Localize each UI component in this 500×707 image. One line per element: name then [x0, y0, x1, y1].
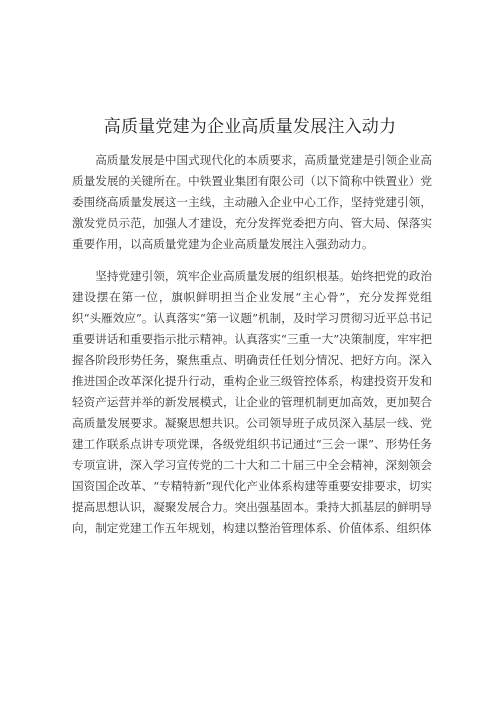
document-body	[72, 150, 432, 550]
paragraph-intro: 高质量发展是中国式现代化的本质要求，高质量党建是引领企业高质量发展的关键所在。中铁置业集团有限公司（以下简称中铁置业）党委围绕高质量发展这一主线，主动融入企业中心工作，坚持党建引领，激发党员示范，加强人才建设，充分发挥党委把方向、管大局、保落实重要作用，以高质量党建为企业高质量发展注入强劲动力。	[72, 153, 432, 251]
paragraph-party-leadership: 坚持党建引领，筑牢企业高质量发展的组织根基。始终把党的政治建设摆在第一位，旗帜鲜明担当企业发展“主心骨”，充分发挥党组织“头雁效应”。认真落实“第一议题”机制，及时学习贯彻习近平总书记重要讲话和重要指示批示精神。认真落实“三重一大”决策制度，牢牢把握各阶段形势任务，聚焦重点、明确责任任划分情况、把好方向。深入推进国企改革深化提升行动，重构企业三级管控体系，构建投资开发和轻资产运营并举的新发展模式，让企业的管理机制更加高效，更加契合高质量发展要求。凝聚思想共识。公司领导班子成员深入基层一线、党建工作联系点讲专项党课，各级党组织书记通过“三会一课”、形势任务专项宣讲，深入学习宣传党的二十大和二十届三中全会精神，深刻领会国资国企改革、“专精特新”现代化产业体系构建等重要安排要求，切实提高思想认识，凝聚发展合力。突出强基固本。秉持大抓基层的鲜明导向，制定党建工作五年规划，构建以整治管理体系、价值体系、组织体	[72, 269, 432, 535]
document-title: 高质量党建为企业高质量发展注入动力	[103, 117, 397, 137]
